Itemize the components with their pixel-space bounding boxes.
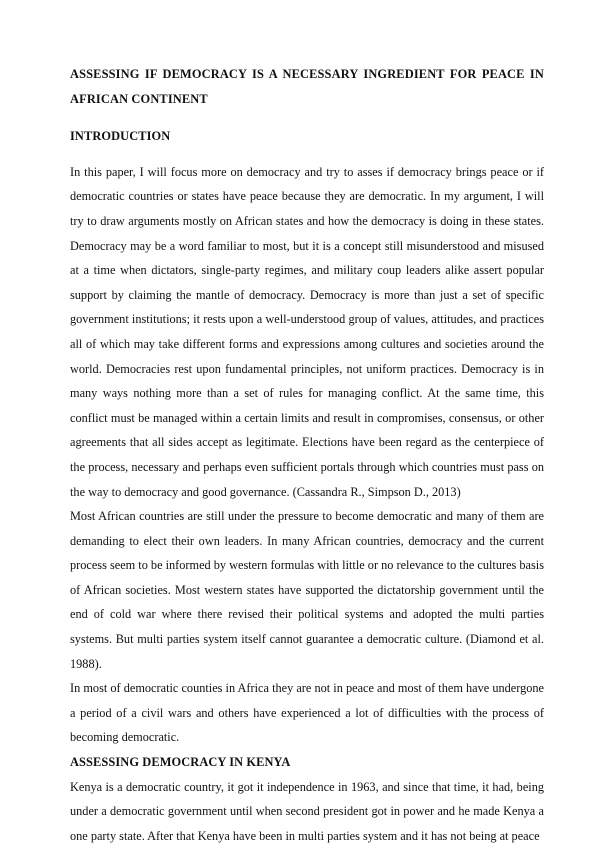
- document-title: ASSESSING IF DEMOCRACY IS A NECESSARY INGREDIENT FOR PEACE IN AFRICAN CONTINENT: [70, 67, 544, 106]
- section-heading-introduction: INTRODUCTION: [70, 129, 171, 144]
- paragraph-kenya-1: Kenya is a democratic country, it got it independence in 1963, and since that time, it had, being under a democratic government until when second president got in power and he made Kenya a one party state. After that Kenya have been in multi parties system and it has not being at peace: [70, 779, 544, 843]
- paragraph-introduction-1: In this paper, I will focus more on democracy and try to asses if democracy brings peace or if democratic countries or states have peace because they are democratic. In my argument, I will try to draw arguments mostly on African states and how the democracy is doing in these states. Democracy may be a word familiar to most, but it is a concept still misunderstood and misused at a time when dictators, single-party regimes, and military coup leaders alike assert popular support by claiming the mantle of democracy. Democracy is more than just a set of specific government institutions; it rests upon a well-understood group of values, attitudes, and practices all of which may take different forms and expressions among cultures and societies around the world. Democracies rest upon fundamental principles, not uniform practices. Democracy is in many ways nothing more than a set of rules for managing conflict. At the same time, this conflict must be managed within a certain limits and result in compromises, consensus, or other agreements that all sides accept as legitimate. Elections have been regard as the centerpiece of the process, necessary and perhaps even sufficient portals through which countries must pass on the way to democracy and good governance. (Cassandra R., Simpson D., 2013): [70, 164, 544, 499]
- paragraph-introduction-3: In most of democratic counties in Africa they are not in peace and most of them have undergone a period of a civil wars and others have experienced a lot of difficulties with the process of becoming democratic.: [70, 681, 544, 745]
- paragraph-introduction-2: Most African countries are still under the pressure to become democratic and many of them are demanding to elect their own leaders. In many African countries, democracy and the current process seem to be informed by western formulas with little or no relevance to the cultures basis of African societies. Most western states have supported the dictatorship government until the end of cold war where there revised their political systems and adopted the multi parties systems. But multi parties system itself cannot guarantee a democratic culture. (Diamond et al. 1988).: [70, 509, 544, 671]
- section-heading-assessing-democracy-in-kenya: ASSESSING DEMOCRACY IN KENYA: [70, 755, 291, 770]
- document-text-column: [70, 62, 544, 848]
